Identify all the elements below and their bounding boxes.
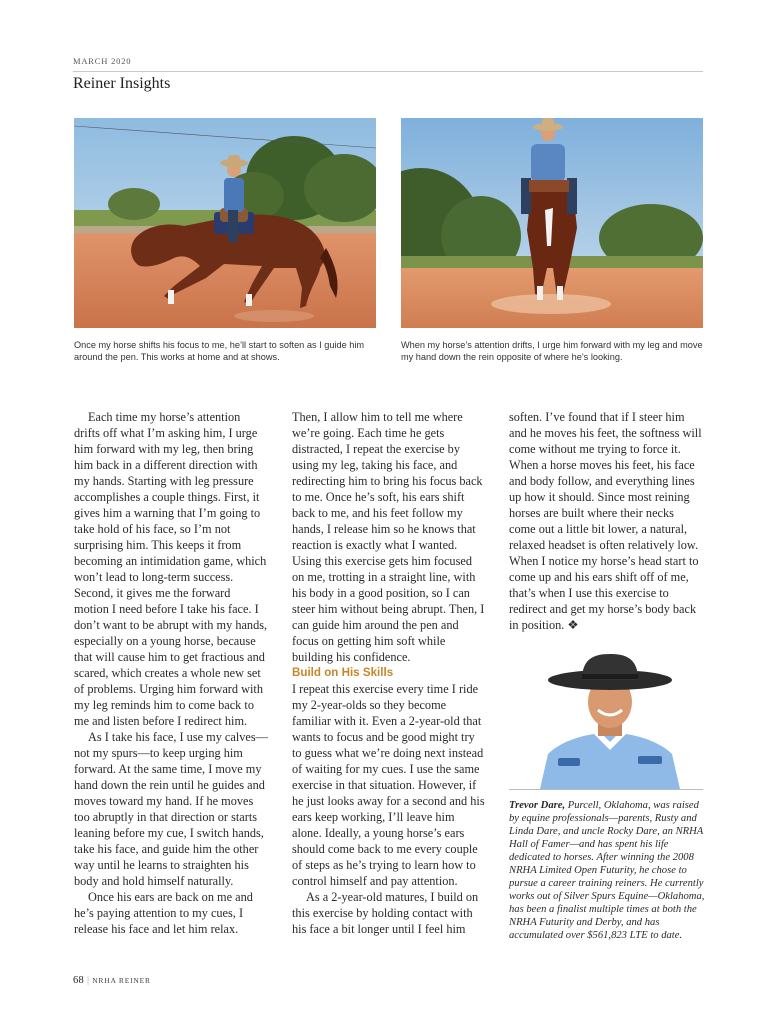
paragraph <box>509 409 703 633</box>
paragraph: Each time my horse’s attention drifts off what I’m asking him, I urge him forward with my leg, then bring him back in a different direction with my hands. Starting with leg pressure accomplishes a couple things. First, it gives him a warning that I’m going to take hold of his face, so I’m not surprising him. This keeps it from becoming an intimidation game, which won’t lead to long-term success. Second, it gives me the forward motion I need before I take his face. I don’t want to be abrupt with my hands, especially on a young horse, because that will cause him to get fractious and scared, which creates a whole new set of problems. Urging him forward with my leg reminds him to come back to me and listen before I redirect him. <box>74 410 268 728</box>
horse-rider-photo-left <box>74 118 376 328</box>
paragraph: As I take his face, I use my calves—not my spurs—to keep urging him forward. At the same time, I move my hand down the rein until he guides and moves toward my hand. If he moves too abruptly in that direction or starts leaning before my cue, I switch hands, take his face, and guide him the other way until he learns to straighten his body and hold himself naturally. <box>74 730 268 888</box>
article-column-2 <box>292 409 486 937</box>
article-column-3 <box>509 409 703 633</box>
paragraph: Once his ears are back on me and he’s paying attention to my cues, I release his face and let him relax. <box>74 890 253 936</box>
horse-rider-photo-right <box>401 118 703 328</box>
publication-name: NRHA REINER <box>92 976 151 985</box>
paragraph-text: soften. I’ve found that if I steer him and he moves his feet, the softness will come without me trying to force it. When a horse moves his feet, his face and body follow, and everything lines up how it should. Since most reining horses are built where their necks come out a little bit lower, a natural, relaxed headset is often relatively low. When I notice my horse’s head start to come up and his ears shift off of me, that’s when I use this exercise to redirect and get my horse’s body back in position. <box>509 410 702 632</box>
bio-divider <box>509 789 703 790</box>
photo-caption-right: When my horse’s attention drifts, I urge him forward with my leg and move my hand down the rein opposite of where he’s looking. <box>401 340 703 362</box>
author-bio <box>509 799 705 942</box>
paragraph: Then, I allow him to tell me where we’re going. Each time he gets distracted, I repeat the exercise by using my leg, taking his face, and redirecting him to bring his focus back to me. Once he’s soft, his ears shift back to me, and his feet follow my hands, I release him so he knows that reaction is exactly what I wanted. Using this exercise gets him focused on me, trotting in a straight line, with his body in a good position, so I can steer him without being abrupt. Then, I can guide him around the pen and focus on getting him soft while building his confidence. <box>292 410 485 664</box>
footer-separator: | <box>87 975 90 985</box>
issue-date: MARCH 2020 <box>73 56 132 66</box>
author-name: Trevor Dare, <box>509 800 566 811</box>
cowboy-portrait <box>530 654 690 789</box>
paragraph: I repeat this exercise every time I ride my 2-year-olds so they become familiar with it. Even a 2-year-old that wants to focus and be good might try to guess what we’re doing next instead of waiting for my cues. I use the same exercise in that situation. However, if he just looks away for a second and his ears keep working, I’ll leave him alone. Ideally, a young horse’s ears should come back to me every couple of steps as he’s trying to learn how to control himself and pay attention. <box>292 682 485 888</box>
page-number: 68 <box>73 975 85 986</box>
page-footer <box>73 975 151 986</box>
author-bio-text: Purcell, Oklahoma, was raised by equine professionals—parents, Rusty and Linda Dare, and uncle Rocky Dare, an NRHA Hall of Famer—and has spent his life dedicated to horses. After winning the 2008 NRHA Limited Open Futurity, he chose to pursue a career training reiners. He currently works out of Silver Spurs Equine—Oklahoma, has been a finalist multiple times at both the NRHA Futurity and Derby, and has accumulated over $561,823 LTE to date. <box>509 800 705 941</box>
end-mark-icon: ❖ <box>567 618 579 632</box>
subheading: Build on His Skills <box>292 666 394 679</box>
paragraph: As a 2-year-old matures, I build on this exercise by holding contact with his face a bit longer until I feel him <box>292 890 479 936</box>
photo-caption-left: Once my horse shifts his focus to me, he’ll start to soften as I guide him around the pen. This works at home and at shows. <box>74 340 365 362</box>
header-divider <box>73 71 703 72</box>
section-title: Reiner Insights <box>73 75 171 92</box>
article-column-1 <box>74 409 268 937</box>
